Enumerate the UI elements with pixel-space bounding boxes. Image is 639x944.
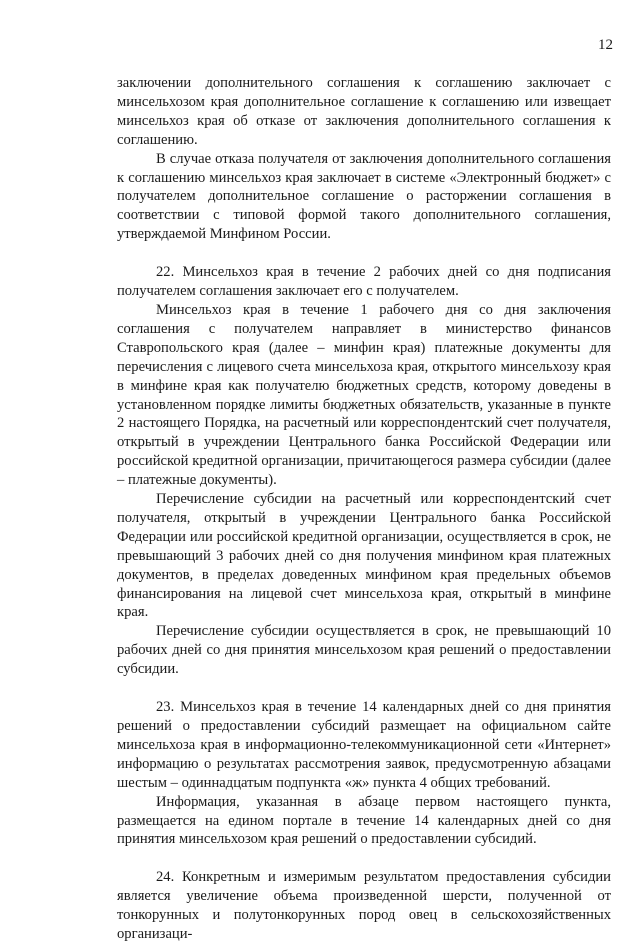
paragraph-continuation: заключении дополнительного соглашения к соглашению заключает с минсельхозом края дополнительное соглашение к соглашению или извещает минсельхоз края об отказе от заключения дополнительного соглашения к соглашению.: [117, 75, 611, 148]
paragraph-clause-22: 22. Минсельхоз края в течение 2 рабочих дней со дня подписания получателем соглашения заключает его с получателем.: [117, 264, 611, 300]
paragraph-payment-documents: Минсельхоз края в течение 1 рабочего дня со дня заключения соглашения с получателем направляет в министерство финансов Ставропольского края (далее – минфин края) платежные документы для перечисления с лицевого счета минсельхоза края, открытого минсельхозу края в минфине края как получателю бюджетных средств, которому доведены в установленном порядке лимиты бюджетных обязательств, указанные в пункте 2 настоящего Порядка, на расчетный или корреспондентский счет получателя, открытый в учреждении Центрального банка Российской Федерации или российской кредитной организации, причитающегося размера субсидии (далее – платежные документы).: [117, 301, 611, 489]
paragraph-portal-info: Информация, указанная в абзаце первом настоящего пункта, размещается на едином портале в течение 14 календарных дней со дня принятия минсельхозом края решений о предоставлении субсидий.: [117, 793, 611, 848]
paragraph-refusal: В случае отказа получателя от заключения дополнительного соглашения к соглашению минсельхоз края заключает в системе «Электронный бюджет» с получателем дополнительное соглашение о расторжении соглашения в соответствии с типовой формой такого дополнительного соглашения, утверждаемой Минфином России.: [117, 150, 611, 243]
page-number: 12: [598, 37, 613, 53]
document-body: [117, 74, 611, 944]
paragraph-clause-24: 24. Конкретным и измеримым результатом предоставления субсидии является увеличение объема произведенной шерсти, полученной от тонкорунных и полутонкорунных пород овец в сельскохозяйственных организаци-: [117, 869, 611, 943]
paragraph-clause-23: 23. Минсельхоз края в течение 14 календарных дней со дня принятия решений о предоставлении субсидий размещает на официальном сайте минсельхоза края в информационно-телекоммуникационной сети «Интернет» информацию о результатах рассмотрения заявок, предусмотренную абзацами шестым – одиннадцатым подпункта «ж» пункта 4 общих требований.: [117, 699, 611, 791]
paragraph-transfer-account: Перечисление субсидии на расчетный или корреспондентский счет получателя, открытый в учреждении Центрального банка Российской Федерации или российской кредитной организации, осуществляется в срок, не превышающий 3 рабочих дней со дня получения минфином края платежных документов, в пределах доведенных минфином края предельных объемов финансирования на лицевой счет минсельхоза края, открытый в минфине края.: [117, 491, 611, 621]
paragraph-transfer-term: Перечисление субсидии осуществляется в срок, не превышающий 10 рабочих дней со дня принятия минсельхозом края решений о предоставлении субсидии.: [117, 623, 611, 678]
